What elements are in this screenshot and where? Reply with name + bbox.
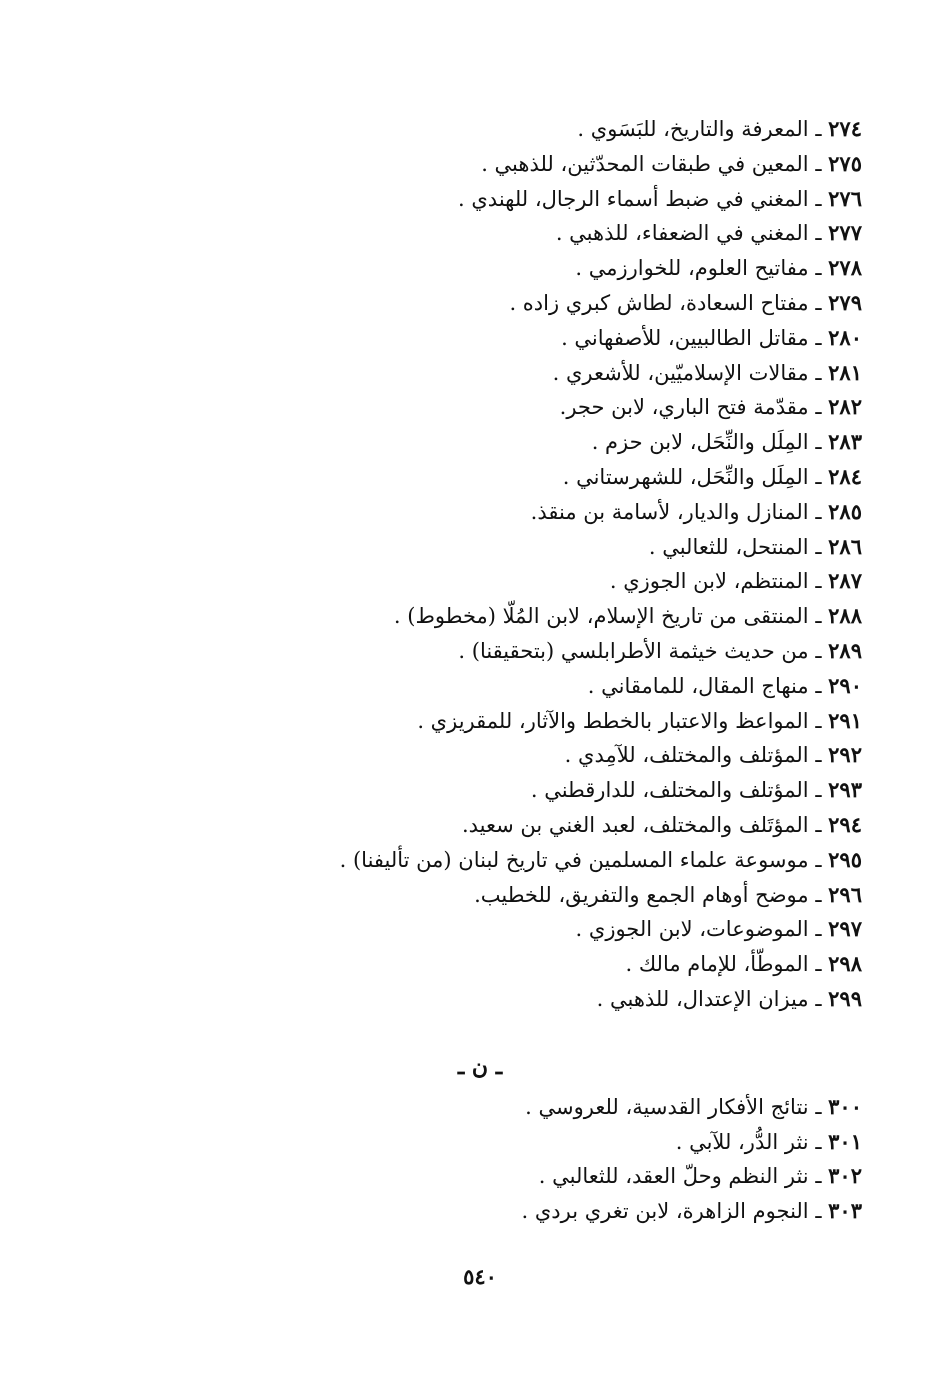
entry-separator: ـ	[808, 917, 829, 942]
bibliography-entry	[102, 843, 862, 878]
entry-title: المِلَل والنِّحَل، للشهرستاني .	[562, 464, 809, 489]
entry-title: المنتحل، للثعالبي .	[648, 534, 809, 559]
entry-title: موضح أوهام الجمع والتفريق، للخطيب.	[474, 882, 809, 907]
bibliography-entry	[102, 1090, 862, 1125]
entry-number: ٣٠٣	[828, 1197, 862, 1223]
entry-separator: ـ	[808, 1198, 829, 1223]
entry-separator: ـ	[808, 1095, 829, 1119]
bibliography-entry	[102, 773, 862, 808]
entry-title: المؤتلف والمختلف، للدارقطني .	[530, 778, 809, 803]
entry-separator: ـ	[808, 290, 829, 315]
entry-separator: ـ	[808, 395, 829, 420]
entry-number: ٢٨٣	[828, 429, 862, 455]
entry-number: ٢٨٧	[828, 568, 862, 594]
bibliography-entry	[102, 460, 862, 495]
bibliography-entry	[102, 182, 862, 217]
bibliography-list-nun	[102, 1090, 862, 1228]
entry-title: نثر الدُّر، للآبي .	[675, 1129, 809, 1154]
entry-separator: ـ	[808, 604, 829, 629]
bibliography-entry	[102, 321, 862, 356]
entry-title: نثر النظم وحلّ العقد، للثعالبي .	[538, 1164, 809, 1188]
entry-title: المنازل والديار، لأسامة بن منقذ.	[530, 499, 809, 524]
bibliography-entry	[102, 425, 862, 460]
bibliography-entry	[102, 356, 862, 391]
entry-number: ٢٨١	[828, 359, 862, 385]
entry-separator: ـ	[808, 256, 829, 281]
bibliography-entry	[102, 599, 862, 634]
entry-number: ٢٧٥	[828, 150, 862, 176]
bibliography-entry	[102, 738, 862, 773]
page-number: ٥٤٠	[463, 1264, 497, 1289]
entry-separator: ـ	[808, 638, 829, 663]
entry-number: ٢٩٣	[828, 777, 862, 803]
bibliography-entry	[102, 1159, 862, 1194]
entry-separator: ـ	[808, 534, 829, 559]
entry-number: ٣٠٢	[828, 1163, 862, 1188]
entry-title: المؤتَلف والمختلف، لعبد الغني بن سعيد.	[461, 812, 809, 837]
bibliography-entry	[102, 251, 862, 286]
entry-title: الموضوعات، لابن الجوزي .	[575, 917, 809, 942]
entry-title: موسوعة علماء المسلمين في تاريخ لبنان (من تأليفنا) .	[339, 847, 809, 872]
entry-number: ٣٠١	[828, 1128, 862, 1154]
entry-number: ٢٧٧	[828, 220, 862, 246]
entry-separator: ـ	[808, 499, 829, 524]
entry-number: ٢٨٠	[828, 324, 862, 350]
entry-separator: ـ	[808, 360, 829, 385]
entry-title: المنتقى من تاريخ الإسلام، لابن المُلّا (مخطوط) .	[393, 604, 809, 629]
entry-number: ٢٩٢	[828, 742, 862, 768]
bibliography-entry	[102, 1194, 862, 1229]
entry-number: ٢٨٦	[828, 533, 862, 559]
entry-title: المغني في الضعفاء، للذهبي .	[555, 221, 809, 246]
bibliography-entry	[102, 530, 862, 565]
entry-title: مقالات الإسلاميّين، للأشعري .	[552, 360, 809, 385]
entry-title: المنتظم، لابن الجوزي .	[609, 569, 809, 594]
entry-separator: ـ	[808, 847, 829, 872]
entry-separator: ـ	[808, 186, 829, 211]
entry-title: المعرفة والتاريخ، للبَسَوي .	[577, 117, 809, 141]
entry-number: ٢٧٤	[828, 116, 862, 141]
entry-number: ٢٨٩	[828, 637, 862, 663]
bibliography-entry	[102, 216, 862, 251]
entry-separator: ـ	[808, 673, 829, 698]
entry-separator: ـ	[808, 1164, 829, 1188]
bibliography-entry	[102, 564, 862, 599]
bibliography-entry	[102, 704, 862, 739]
bibliography-entry	[102, 634, 862, 669]
entry-title: منهاج المقال، للمامقاني .	[587, 673, 809, 698]
entry-number: ٢٨٢	[828, 394, 862, 420]
entry-title: المعين في طبقات المحدّثين، للذهبي .	[481, 151, 809, 176]
bibliography-entry	[102, 947, 862, 982]
bibliography-entry	[102, 112, 862, 147]
bibliography-entry	[102, 982, 862, 1017]
entry-separator: ـ	[808, 151, 829, 176]
bibliography-entry	[102, 808, 862, 843]
entry-title: نتائج الأفكار القدسية، للعروسي .	[525, 1095, 809, 1119]
entry-title: المؤتلف والمختلف، للآمِدي .	[564, 743, 809, 768]
entry-number: ٢٨٨	[828, 603, 862, 629]
entry-number: ٢٩٧	[828, 916, 862, 942]
entry-separator: ـ	[808, 882, 829, 907]
entry-title: مفتاح السعادة، لطاش كبري زاده .	[509, 290, 809, 315]
entry-number: ٢٩٦	[828, 881, 862, 907]
entry-separator: ـ	[808, 812, 829, 837]
entry-separator: ـ	[808, 325, 829, 350]
section-heading-nun: ـ ن ـ	[457, 1054, 503, 1080]
entry-separator: ـ	[808, 778, 829, 803]
bibliography-entry	[102, 1125, 862, 1160]
entry-separator: ـ	[808, 986, 829, 1011]
bibliography-entry	[102, 878, 862, 913]
entry-separator: ـ	[808, 221, 829, 246]
entry-title: المِلَل والنِّحَل، لابن حزم .	[591, 430, 809, 455]
entry-title: المواعظ والاعتبار بالخطط والآثار، للمقريزي .	[417, 708, 809, 733]
entry-separator: ـ	[808, 743, 829, 768]
entry-separator: ـ	[808, 430, 829, 455]
entry-separator: ـ	[808, 708, 829, 733]
entry-separator: ـ	[808, 1129, 829, 1154]
entry-separator: ـ	[808, 464, 829, 489]
entry-title: النجوم الزاهرة، لابن تغري بردي .	[521, 1198, 809, 1223]
entry-number: ٢٩٩	[828, 985, 862, 1011]
bibliography-entry	[102, 912, 862, 947]
bibliography-entry	[102, 286, 862, 321]
bibliography-list-mim	[102, 112, 862, 1017]
entry-number: ٢٧٩	[828, 289, 862, 315]
entry-number: ٣٠٠	[828, 1094, 862, 1119]
entry-separator: ـ	[808, 569, 829, 594]
entry-number: ٢٩٥	[828, 846, 862, 872]
bibliography-entry	[102, 390, 862, 425]
entry-number: ٢٩٤	[828, 811, 862, 837]
entry-number: ٢٩١	[828, 707, 862, 733]
entry-number: ٢٨٤	[828, 463, 862, 489]
entry-number: ٢٧٨	[828, 255, 862, 281]
entry-separator: ـ	[808, 952, 829, 977]
bibliography-entry	[102, 147, 862, 182]
entry-title: الموطّأ، للإمام مالك .	[625, 952, 809, 977]
entry-title: ميزان الإعتدال، للذهبي .	[596, 986, 809, 1011]
entry-title: مقدّمة فتح الباري، لابن حجر.	[559, 395, 809, 420]
entry-title: المغني في ضبط أسماء الرجال، للهندي .	[458, 186, 809, 211]
entry-separator: ـ	[808, 117, 829, 141]
entry-number: ٢٧٦	[828, 185, 862, 211]
entry-number: ٢٩٨	[828, 951, 862, 977]
bibliography-entry	[102, 495, 862, 530]
entry-title: مفاتيح العلوم، للخوارزمي .	[575, 256, 809, 281]
entry-number: ٢٨٥	[828, 498, 862, 524]
bibliography-entry	[102, 669, 862, 704]
entry-number: ٢٩٠	[828, 672, 862, 698]
entry-title: من حديث خيثمة الأطرابلسي (بتحقيقنا) .	[458, 638, 809, 663]
entry-title: مقاتل الطالبيين، للأصفهاني .	[561, 325, 809, 350]
